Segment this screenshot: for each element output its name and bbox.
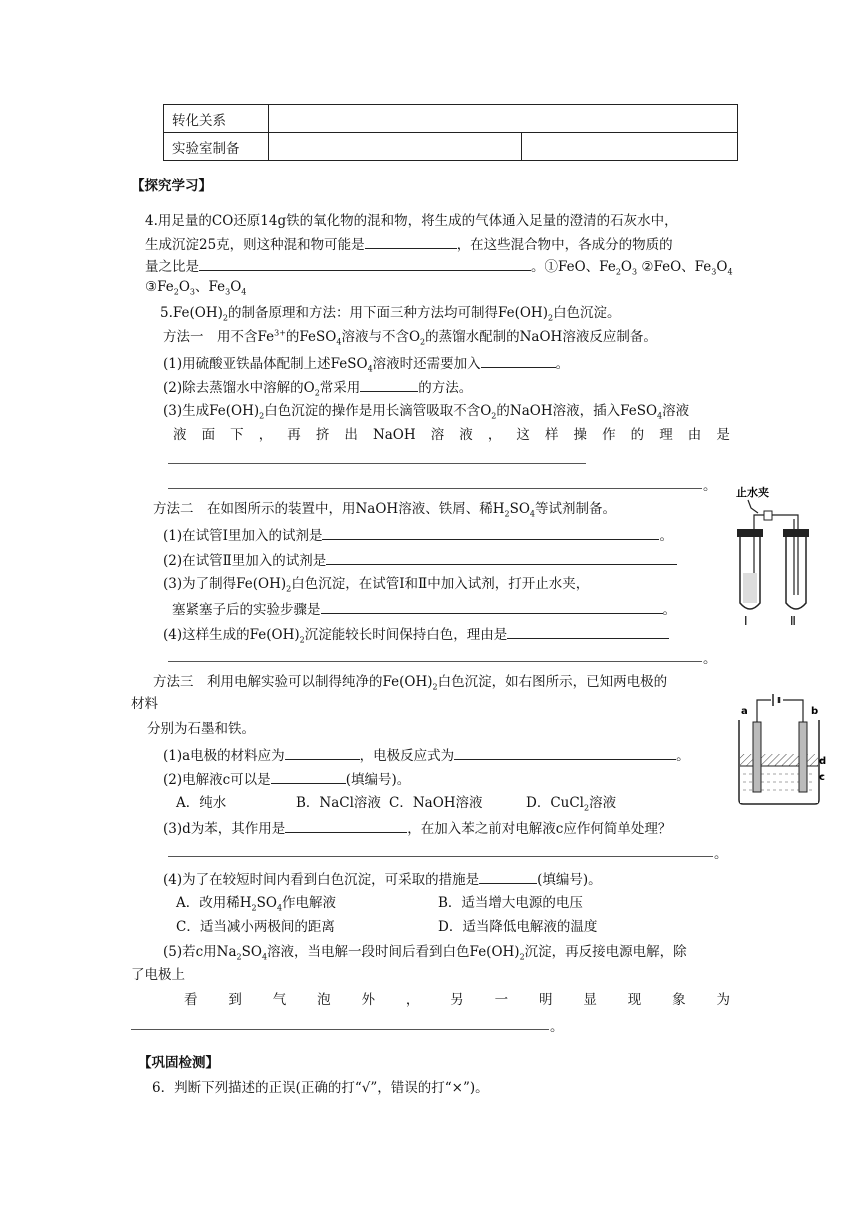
- method3-q3: (3)d为苯，其作用是 ，在加入苯之前对电解液c应作何简单处理？: [163, 818, 671, 838]
- method1-q2: (2)除去蒸馏水中溶解的$O_2$常采用 的方法。: [163, 377, 472, 397]
- method2-q3-continued: 塞紧塞子后的实验步骤是 。: [172, 599, 676, 619]
- electrolysis-apparatus-figure: [735, 692, 827, 812]
- method3-q3-end: 。: [714, 846, 728, 862]
- method2-q1: (1)在试管Ⅰ里加入的试剂是 。: [163, 525, 673, 545]
- method3-q4-option-b: B．适当增大电源的电压: [438, 895, 583, 911]
- spread-char: ，: [405, 992, 420, 1008]
- spread-char: 操: [573, 427, 588, 443]
- spread-char: 理: [659, 427, 673, 443]
- tube-2-label: Ⅱ: [790, 614, 796, 628]
- test-tube-apparatus-figure: [726, 483, 816, 628]
- spread-char: 为: [716, 992, 730, 1008]
- section-heading-explore: 【探究学习】: [131, 178, 212, 194]
- method1-q3-continued: [173, 426, 730, 444]
- spread-char: ，: [258, 427, 273, 443]
- spread-char: 到: [228, 992, 242, 1008]
- spread-char: 的: [630, 427, 645, 443]
- spread-char: 样: [544, 427, 559, 443]
- answer-line: [168, 661, 702, 662]
- spread-char: 显: [583, 992, 597, 1008]
- q4-line3: 量之比是 。①FeO、$Fe_2O_3$ ②FeO、$Fe_3O_4$: [145, 256, 733, 276]
- spread-char: 溶: [430, 427, 445, 443]
- clamp-label: 止水夹: [736, 486, 769, 499]
- electrode-b-label: b: [811, 706, 819, 717]
- spread-char: 看: [184, 992, 198, 1008]
- table-cell-empty: [269, 105, 738, 133]
- method2-intro: 方法二 在如图所示的装置中，用NaOH溶液、铁屑、稀$H_2SO_4$等试剂制备。: [153, 501, 616, 519]
- method1-intro: 方法一 用不含$Fe^{3+}$的FeSO$_4$溶液与不含$O_2$的蒸馏水配制的NaOH溶液反应制备。: [163, 328, 657, 347]
- layer-d-label: d: [819, 756, 827, 767]
- method3-q1: (1)a电极的材料应为 ，电极反应式为 。: [163, 745, 690, 765]
- method1-end: 。: [703, 478, 717, 494]
- spread-char: 这: [516, 427, 530, 443]
- solution-c-label: c: [819, 772, 825, 783]
- q6-prompt: 6．判断下列描述的正误(正确的打“√”，错误的打“×”)。: [152, 1080, 489, 1096]
- method3-q4-option-a: A．改用稀$H_2SO_4$作电解液: [176, 895, 337, 913]
- table-cell-empty: [269, 133, 522, 161]
- method3-intro: 方法三 利用电解实验可以制得纯净的$Fe(OH)_2$白色沉淀，如右图所示，已知两电极的: [153, 674, 668, 692]
- spread-char: ，: [487, 427, 502, 443]
- q4-line4: $③Fe_2O_3$、$Fe_3O_4$: [145, 279, 247, 297]
- spread-char: 下: [230, 427, 244, 443]
- spread-char: 另: [450, 992, 464, 1008]
- q5-title: $5.Fe(OH)_2$的制备原理和方法：用下面三种方法均可制得$Fe(OH)_2$白色沉淀。: [160, 305, 621, 323]
- table-row: [164, 105, 738, 133]
- spread-char: 挤: [315, 427, 330, 443]
- method3-electrodes: 分别为石墨和铁。: [147, 721, 255, 737]
- answer-line: [131, 1029, 549, 1030]
- q4-line1: 4.用足量的CO还原14g铁的氧化物的混和物，将生成的气体通入足量的澄清的石灰水中，: [145, 213, 678, 229]
- method3-q4-option-d: D．适当降低电解液的温度: [438, 919, 598, 935]
- spread-char: 液: [459, 427, 473, 443]
- spread-char: 现: [627, 992, 642, 1008]
- answer-line: [168, 463, 586, 464]
- method2-q4: (4)这样生成的$Fe(OH)_2$沉淀能较长时间保持白色，理由是: [163, 624, 669, 644]
- q4-line2: 生成沉淀25克，则这种混和物可能是 ，在这些混合物中，各成分的物质的: [145, 234, 673, 254]
- spread-char: 象: [672, 992, 686, 1008]
- summary-table: [163, 104, 738, 161]
- method2-q2: (2)在试管Ⅱ里加入的试剂是: [163, 550, 677, 570]
- spread-char: 一: [494, 992, 509, 1008]
- method2-q3: (3)为了制得$Fe(OH)_2$白色沉淀，在试管Ⅰ和Ⅱ中加入试剂，打开止水夹，: [163, 576, 590, 594]
- spread-char: 液: [173, 427, 187, 443]
- method3-q5-end: 。: [550, 1019, 564, 1035]
- method2-end: 。: [703, 651, 717, 667]
- method3-q5: (5)若c用$Na_2SO_4$溶液，当电解一段时间后看到白色$Fe(OH)_2$沉淀，再反接电源电解，除: [163, 944, 687, 962]
- table-cell-label: 实验室制备: [164, 133, 269, 161]
- method3-q4-option-c: C．适当减小两极间的距离: [176, 919, 335, 935]
- spread-char: 面: [201, 427, 216, 443]
- table-row: [164, 133, 738, 161]
- method3-intro-continued: 材料: [131, 696, 158, 712]
- spread-char: 出: [344, 427, 358, 443]
- spread-char: NaOH: [372, 427, 416, 443]
- table-cell-empty: [522, 133, 738, 161]
- table-cell-label: 转化关系: [164, 105, 269, 133]
- spread-char: 泡: [317, 992, 331, 1008]
- spread-char: 是: [716, 427, 730, 443]
- section-heading-check: 【巩固检测】: [138, 1055, 219, 1071]
- method3-q5-continued: 了电极上: [131, 967, 185, 983]
- answer-line: [168, 488, 702, 489]
- method3-q2: (2)电解液c可以是 (填编号)。: [163, 769, 410, 789]
- method1-q3: (3)生成$Fe(OH)_2$白色沉淀的操作是用长滴管吸取不含$O_2$的NaOH溶液，插入FeSO$_4$溶液: [163, 403, 690, 421]
- method3-q5-continued-2: [184, 991, 730, 1009]
- answer-line: [168, 856, 713, 857]
- spread-char: 作: [602, 427, 616, 443]
- spread-char: 明: [539, 992, 553, 1008]
- spread-char: 外: [361, 992, 375, 1008]
- method1-q1: (1)用硫酸亚铁晶体配制上述FeSO$_4$溶液时还需要加入 。: [163, 353, 569, 373]
- electrode-a-label: a: [741, 706, 748, 717]
- method3-q4: (4)为了在较短时间内看到白色沉淀，可采取的措施是 (填编号)。: [163, 869, 602, 889]
- spread-char: 气: [272, 992, 287, 1008]
- tube-1-label: Ⅰ: [744, 614, 748, 628]
- spread-char: 再: [287, 427, 301, 443]
- spread-char: 由: [687, 427, 702, 443]
